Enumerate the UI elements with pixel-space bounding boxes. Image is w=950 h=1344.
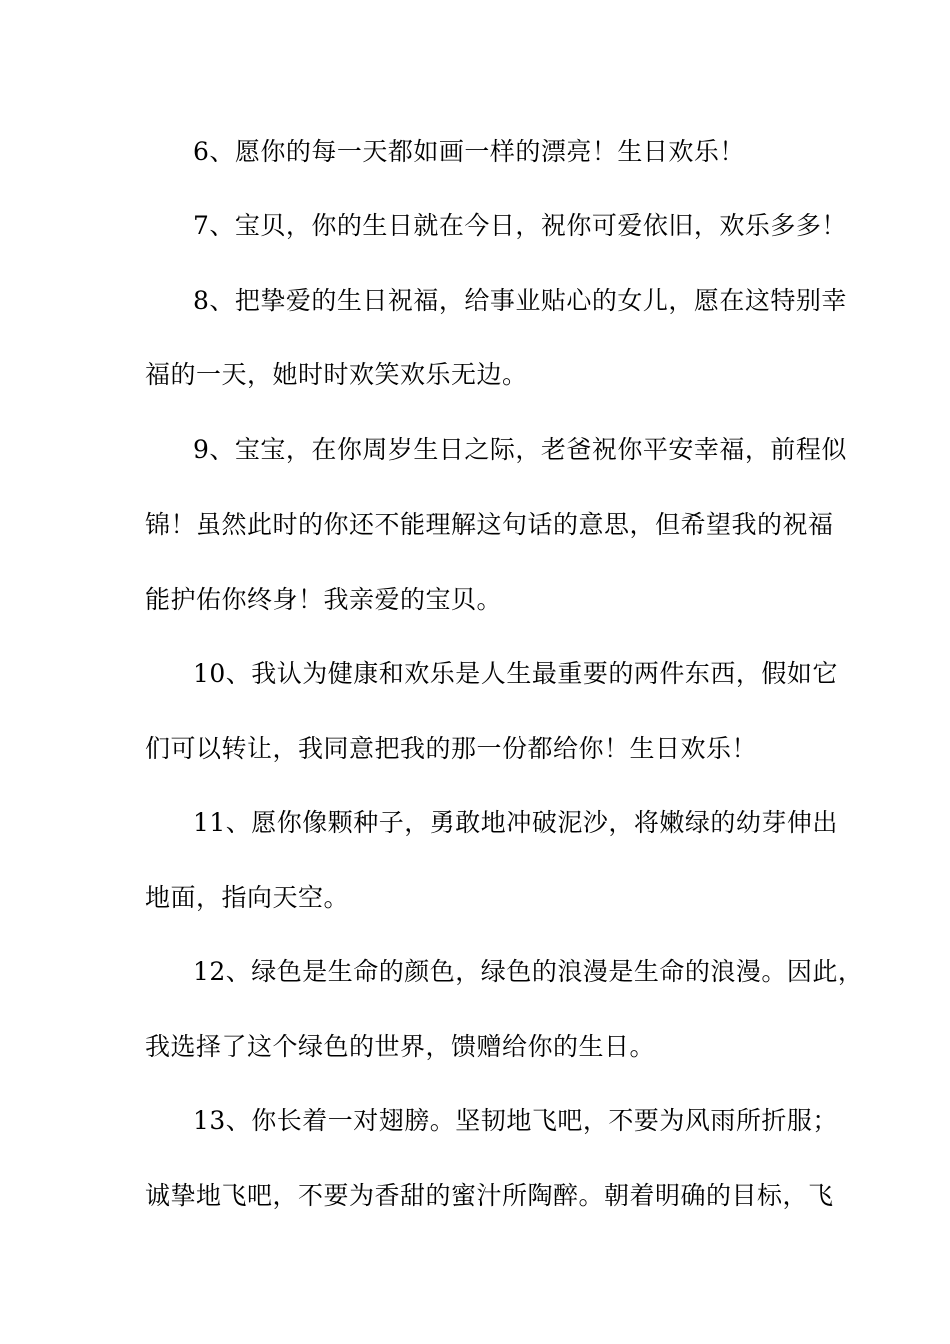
paragraph-8-line-2: 福的一天，她时时欢笑欢乐无边。 (145, 360, 528, 389)
paragraph-8-line-1: 8、把挚爱的生日祝福，给事业贴心的女儿，愿在这特别幸 (193, 286, 847, 315)
paragraph-9-line-2: 锦！虽然此时的你还不能理解这句话的意思，但希望我的祝福 (145, 510, 834, 539)
paragraph-9-line-3: 能护佑你终身！我亲爱的宝贝。 (145, 585, 503, 614)
paragraph-13-line-1: 13、你长着一对翅膀。坚韧地飞吧，不要为风雨所折服； (193, 1106, 838, 1135)
paragraph-10-line-1: 10、我认为健康和欢乐是人生最重要的两件东西，假如它 (193, 659, 838, 688)
paragraph-6-line-1: 6、愿你的每一天都如画一样的漂亮！生日欢乐！ (193, 137, 745, 166)
paragraph-11-line-1: 11、愿你像颗种子，勇敢地冲破泥沙，将嫩绿的幼芽伸出 (193, 808, 838, 837)
paragraph-9-line-1: 9、宝宝，在你周岁生日之际，老爸祝你平安幸福，前程似 (193, 435, 847, 464)
paragraph-7-line-1: 7、宝贝，你的生日就在今日，祝你可爱依旧，欢乐多多！ (193, 211, 847, 240)
paragraph-13-line-2: 诚挚地飞吧，不要为香甜的蜜汁所陶醉。朝着明确的目标，飞 (145, 1181, 834, 1210)
paragraph-11-line-2: 地面，指向天空。 (145, 883, 350, 912)
paragraph-10-line-2: 们可以转让，我同意把我的那一份都给你！生日欢乐！ (145, 734, 758, 763)
paragraph-12-line-2: 我选择了这个绿色的世界，馈赠给你的生日。 (145, 1032, 656, 1061)
paragraph-12-line-1: 12、绿色是生命的颜色，绿色的浪漫是生命的浪漫。因此， (193, 957, 864, 986)
